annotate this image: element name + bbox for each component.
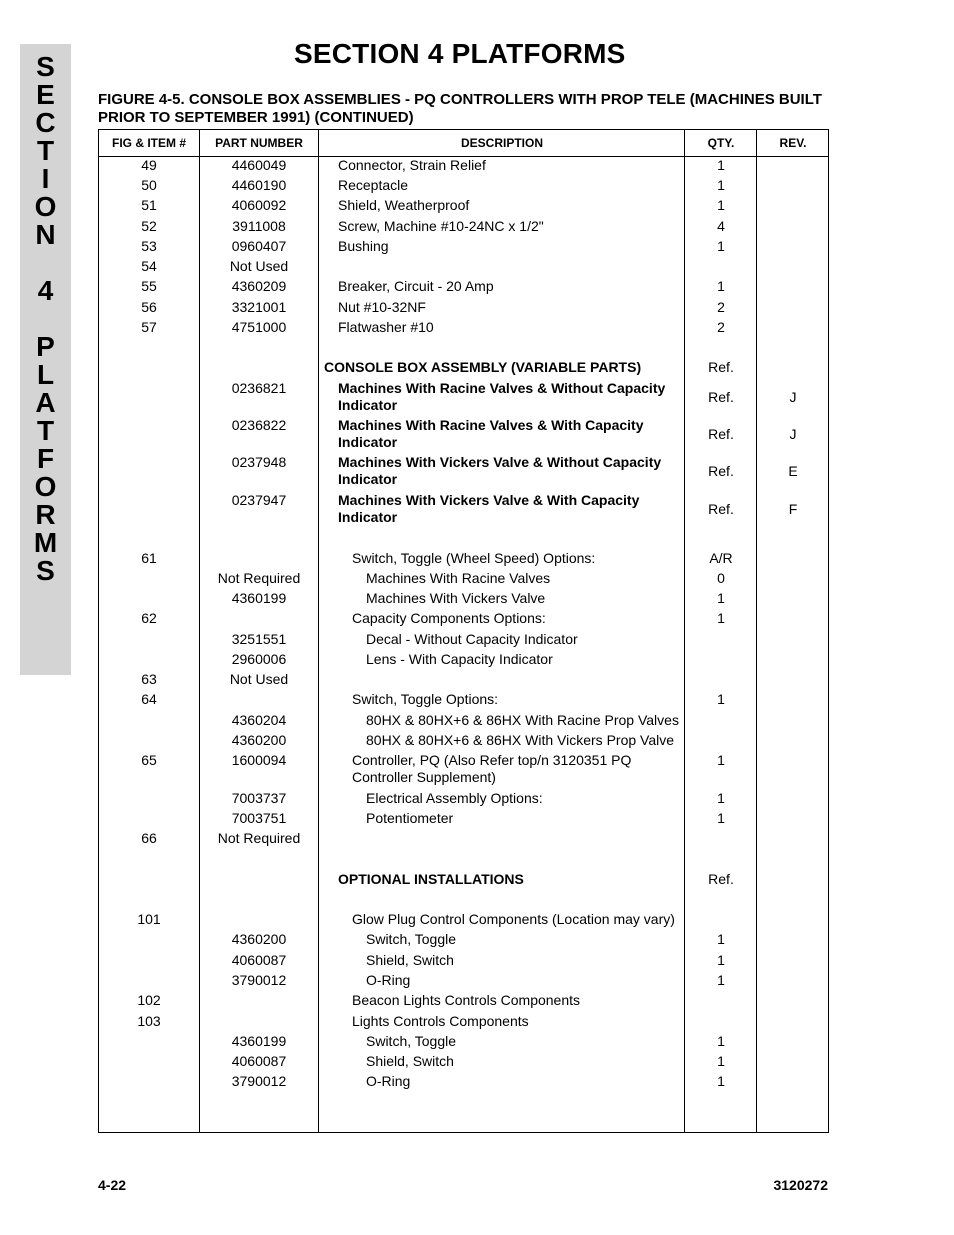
description-cell: Machines With Vickers Valve & Without Capacity Indicator <box>338 454 662 487</box>
part-number-cell: 4360200 <box>231 732 287 748</box>
part-number-cell: 4460049 <box>231 157 287 173</box>
quantity-cell: 1 <box>717 952 725 968</box>
part-number-cell: 4360199 <box>231 1033 287 1049</box>
part-number-cell: Not Used <box>229 258 289 274</box>
part-number-cell: 3251551 <box>231 631 287 647</box>
revision-cell: E <box>788 463 798 479</box>
description-cell: Decal - Without Capacity Indicator <box>366 631 578 647</box>
part-number-cell: 4460190 <box>231 177 287 193</box>
description-cell: Flatwasher #10 <box>338 319 434 335</box>
side-tab-letter: S <box>36 51 55 82</box>
quantity-cell: 1 <box>717 610 725 626</box>
description-cell: 80HX & 80HX+6 & 86HX With Vickers Prop Valve <box>366 732 675 748</box>
quantity-cell: 1 <box>717 1053 725 1069</box>
description-cell: Shield, Weatherproof <box>338 197 470 213</box>
part-number-cell: 0236821 <box>231 380 287 396</box>
item-cell: 53 <box>141 238 157 254</box>
side-tab-letter: M <box>33 527 58 558</box>
revision-cell: J <box>789 389 797 405</box>
header-desc: DESCRIPTION <box>460 136 543 150</box>
item-cell: 65 <box>141 752 157 768</box>
part-number-cell: 4060087 <box>231 1053 287 1069</box>
part-number-cell: 3321001 <box>231 299 287 315</box>
description-cell: Lights Controls Components <box>352 1013 529 1029</box>
quantity-cell: A/R <box>709 550 733 566</box>
description-cell: Lens - With Capacity Indicator <box>366 651 553 667</box>
quantity-cell: 0 <box>717 570 725 586</box>
quantity-cell: 1 <box>717 197 725 213</box>
side-tab-letter: E <box>36 79 55 110</box>
description-cell: Breaker, Circuit - 20 Amp <box>338 278 494 294</box>
header-qty: QTY. <box>707 136 735 150</box>
side-tab-letter: T <box>36 415 55 446</box>
side-tab-letter: L <box>36 359 55 390</box>
part-number-cell: Not Required <box>217 830 301 846</box>
item-cell: 51 <box>141 197 157 213</box>
side-tab-letter: C <box>35 107 56 138</box>
quantity-cell: 1 <box>717 177 725 193</box>
quantity-cell: 1 <box>717 691 725 707</box>
quantity-cell: 2 <box>717 299 725 315</box>
quantity-cell: Ref. <box>708 463 734 479</box>
item-cell: 102 <box>137 992 161 1008</box>
header-item: FIG & ITEM # <box>111 136 186 150</box>
part-number-cell: Not Required <box>217 570 301 586</box>
description-cell: Electrical Assembly Options: <box>366 790 543 806</box>
part-number-cell: 0237947 <box>231 492 287 508</box>
description-cell: 80HX & 80HX+6 & 86HX With Racine Prop Valves <box>366 712 679 728</box>
side-tab-letter: A <box>35 387 56 418</box>
page-number: 4-22 <box>98 1177 127 1193</box>
side-tab-letter: P <box>36 331 55 362</box>
item-cell: 52 <box>141 218 157 234</box>
quantity-cell: Ref. <box>708 359 734 375</box>
description-cell: Capacity Components Options: <box>352 610 546 626</box>
part-number-cell: 4360200 <box>231 931 287 947</box>
side-tab-letter: T <box>36 135 55 166</box>
item-cell: 63 <box>141 671 157 687</box>
item-cell: 55 <box>141 278 157 294</box>
description-cell: Machines With Vickers Valve & With Capacity Indicator <box>338 492 640 525</box>
part-number-cell: 4360199 <box>231 590 287 606</box>
side-tab-letter: O <box>34 471 57 502</box>
description-cell: Connector, Strain Relief <box>338 157 486 173</box>
quantity-cell: 1 <box>717 278 725 294</box>
description-cell: OPTIONAL INSTALLATIONS <box>338 871 524 887</box>
item-cell: 62 <box>141 610 157 626</box>
description-cell: Shield, Switch <box>366 952 454 968</box>
part-number-cell: 4060092 <box>231 197 287 213</box>
revision-cell: J <box>789 426 797 442</box>
parts-table <box>98 129 829 1133</box>
item-cell: 66 <box>141 830 157 846</box>
item-cell: 103 <box>137 1013 161 1029</box>
quantity-cell: Ref. <box>708 389 734 405</box>
quantity-cell: 1 <box>717 752 725 768</box>
part-number-cell: 4060087 <box>231 952 287 968</box>
description-cell: Screw, Machine #10-24NC x 1/2" <box>338 218 544 234</box>
description-cell: Receptacle <box>338 177 409 193</box>
doc-number: 3120272 <box>773 1177 828 1193</box>
header-part: PART NUMBER <box>215 136 303 150</box>
side-tab-letter: N <box>35 219 56 250</box>
side-tab-letter: I <box>41 163 50 194</box>
quantity-cell: 2 <box>717 319 725 335</box>
description-cell: O-Ring <box>366 972 411 988</box>
description-cell: Machines With Vickers Valve <box>366 590 546 606</box>
description-cell: Nut #10-32NF <box>338 299 426 315</box>
section-title: SECTION 4 PLATFORMS <box>294 38 626 69</box>
part-number-cell: 2960006 <box>231 651 287 667</box>
description-cell: Controller, PQ (Also Refer top/n 3120351 PQ Controller Supplement) <box>352 752 632 785</box>
item-cell: 56 <box>141 299 157 315</box>
description-cell: Switch, Toggle (Wheel Speed) Options: <box>352 550 596 566</box>
quantity-cell: 1 <box>717 157 725 173</box>
description-cell: Machines With Racine Valves <box>366 570 551 586</box>
item-cell: 57 <box>141 319 157 335</box>
part-number-cell: 7003751 <box>231 810 287 826</box>
description-cell: Beacon Lights Controls Components <box>352 992 581 1008</box>
header-rev: REV. <box>779 136 807 150</box>
side-tab-letter: S <box>36 555 55 586</box>
quantity-cell: Ref. <box>708 501 734 517</box>
description-cell: Switch, Toggle <box>366 931 457 947</box>
quantity-cell: 1 <box>717 931 725 947</box>
description-cell: Potentiometer <box>366 810 454 826</box>
part-number-cell: 4360209 <box>231 278 287 294</box>
quantity-cell: Ref. <box>708 426 734 442</box>
section-side-tab <box>20 44 71 675</box>
quantity-cell: 1 <box>717 1033 725 1049</box>
part-number-cell: 0237948 <box>231 454 287 470</box>
description-cell: Machines With Racine Valves & With Capacity Indicator <box>338 417 644 450</box>
description-cell: Glow Plug Control Components (Location may vary) <box>352 911 675 927</box>
side-tab-letter: O <box>34 191 57 222</box>
quantity-cell: 1 <box>717 1073 725 1089</box>
item-cell: 50 <box>141 177 157 193</box>
item-cell: 61 <box>141 550 157 566</box>
description-cell: Shield, Switch <box>366 1053 454 1069</box>
quantity-cell: 1 <box>717 810 725 826</box>
figure-title: FIGURE 4-5. CONSOLE BOX ASSEMBLIES - PQ CONTROLLERS WITH PROP TELE (MACHINES BUILT PRIOR TO SEPTEMBER 1991) (CONTINUED) <box>98 91 822 126</box>
item-cell: 64 <box>141 691 157 707</box>
description-cell: CONSOLE BOX ASSEMBLY (VARIABLE PARTS) <box>324 359 642 375</box>
part-number-cell: 3911008 <box>232 218 286 234</box>
revision-cell: F <box>788 501 798 517</box>
quantity-cell: 1 <box>717 590 725 606</box>
item-cell: 101 <box>137 911 161 927</box>
side-tab-letter: 4 <box>37 275 54 306</box>
item-cell: 54 <box>141 258 157 274</box>
part-number-cell: Not Used <box>229 671 289 687</box>
part-number-cell: 7003737 <box>231 790 287 806</box>
part-number-cell: 1600094 <box>231 752 287 768</box>
part-number-cell: 4360204 <box>231 712 287 728</box>
side-tab-letter: F <box>36 443 55 474</box>
item-cell: 49 <box>141 157 157 173</box>
part-number-cell: 0236822 <box>231 417 287 433</box>
description-cell: Switch, Toggle Options: <box>352 691 499 707</box>
description-cell: Machines With Racine Valves & Without Capacity Indicator <box>338 380 666 413</box>
description-cell: Switch, Toggle <box>366 1033 457 1049</box>
part-number-cell: 0960407 <box>231 238 287 254</box>
quantity-cell: 1 <box>717 972 725 988</box>
quantity-cell: 4 <box>717 218 725 234</box>
description-cell: Bushing <box>338 238 389 254</box>
quantity-cell: Ref. <box>708 871 734 887</box>
description-cell: O-Ring <box>366 1073 411 1089</box>
part-number-cell: 3790012 <box>231 1073 287 1089</box>
quantity-cell: 1 <box>717 238 725 254</box>
quantity-cell: 1 <box>717 790 725 806</box>
part-number-cell: 3790012 <box>231 972 287 988</box>
part-number-cell: 4751000 <box>231 319 287 335</box>
side-tab-letter: R <box>35 499 56 530</box>
